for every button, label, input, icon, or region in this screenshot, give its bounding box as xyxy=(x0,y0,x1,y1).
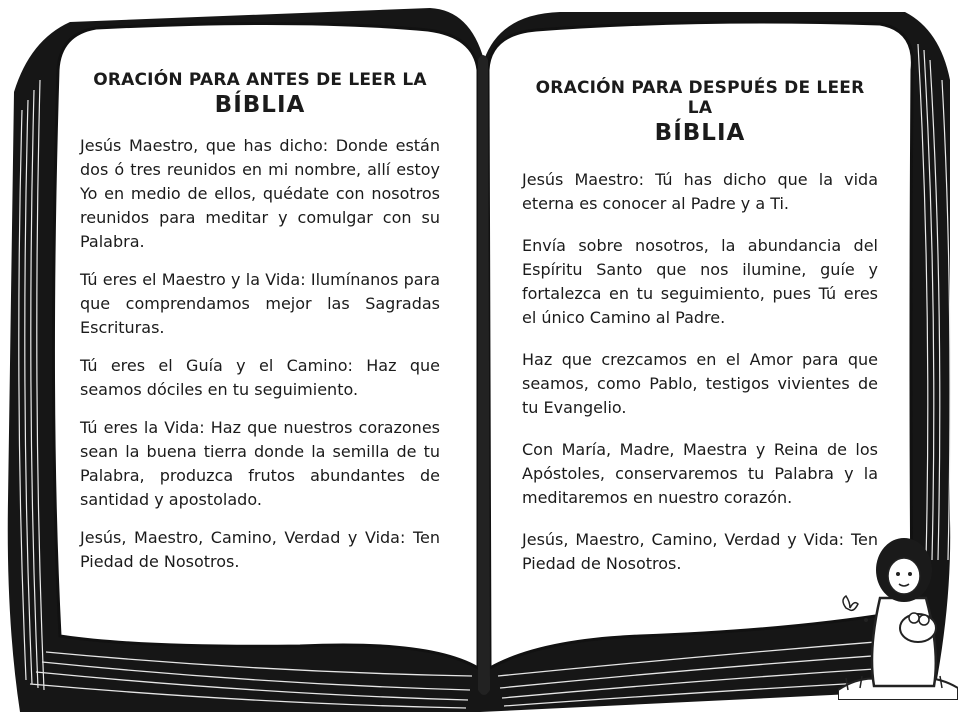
right-paragraph: Jesús, Maestro, Camino, Verdad y Vida: Ten Piedad de Nosotros. xyxy=(522,530,878,573)
left-title-block xyxy=(80,70,440,118)
right-paragraph: Envía sobre nosotros, la abundancia del Espíritu Santo que nos ilumine, guíe y fortalezca en tu seguimiento, pues Tú eres el único Camino al Padre. xyxy=(522,236,878,327)
left-paragraph: Jesús, Maestro, Camino, Verdad y Vida: Ten Piedad de Nosotros. xyxy=(80,528,440,571)
right-title-block xyxy=(522,78,878,146)
book-spine xyxy=(478,55,490,695)
left-paragraph: Tú eres el Maestro y la Vida: Ilumínanos para que comprendamos mejor las Sagradas Escrituras. xyxy=(80,270,440,337)
right-page-content xyxy=(522,78,878,594)
right-title-word: BÍBLIA xyxy=(654,120,746,146)
left-paragraph: Tú eres el Guía y el Camino: Haz que seamos dóciles en tu seguimiento. xyxy=(80,356,440,399)
left-paragraph: Jesús Maestro, que has dicho: Donde están dos ó tres reunidos en mi nombre, allí estoy Yo en medio de ellos, quédate con nosotros reunidos para meditar y comulgar con su Palabra. xyxy=(80,136,440,251)
right-title: ORACIÓN PARA DESPUÉS DE LEER LA xyxy=(535,78,865,118)
right-paragraph: Con María, Madre, Maestra y Reina de los Apóstoles, conservaremos tu Palabra y la meditaremos en nuestro corazón. xyxy=(522,440,878,507)
right-paragraph: Jesús Maestro: Tú has dicho que la vida eterna es conocer al Padre y a Ti. xyxy=(522,170,878,213)
left-title: ORACIÓN PARA ANTES DE LEER LA xyxy=(93,70,427,90)
child-with-lamb-icon xyxy=(838,520,958,700)
left-paragraph: Tú eres la Vida: Haz que nuestros corazones sean la buena tierra donde la semilla de tu Palabra, produzca frutos abundantes de santidad y apostolado. xyxy=(80,418,440,509)
left-title-word: BÍBLIA xyxy=(214,92,306,118)
right-paragraph: Haz que crezcamos en el Amor para que seamos, como Pablo, testigos vivientes de tu Evangelio. xyxy=(522,350,878,417)
left-page-content xyxy=(80,70,440,588)
